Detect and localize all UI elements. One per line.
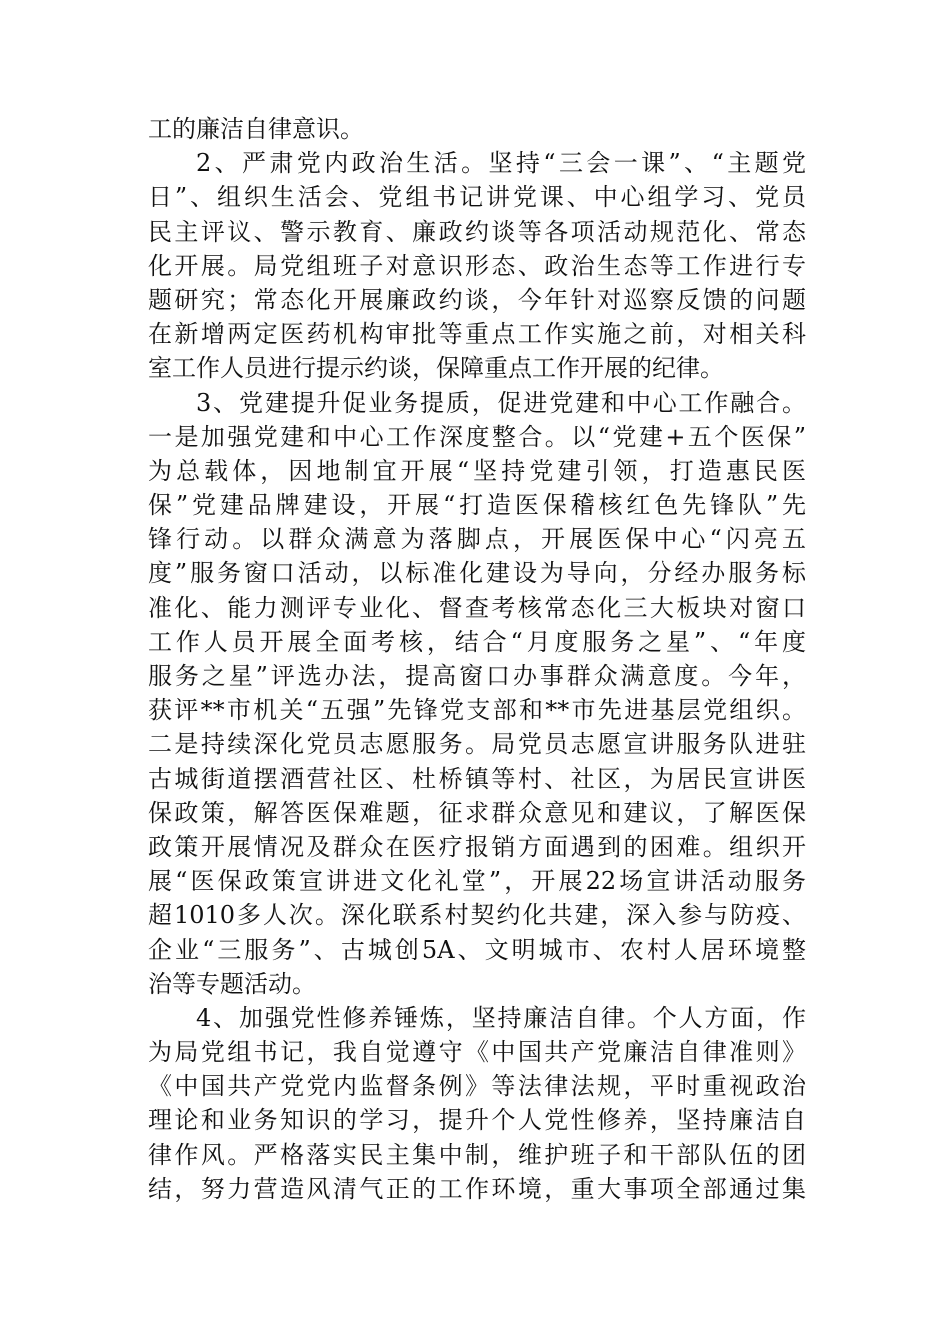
text-line: 超1010多人次。深化联系村契约化共建，深入参与防疫、 (148, 901, 806, 930)
text-line: 为局党组书记，我自觉遵守《中国共产党廉洁自律准则》 (148, 1038, 806, 1067)
text-line: 民主评议、警示教育、廉政约谈等各项活动规范化、常态 (148, 217, 806, 246)
text-line: 日”、组织生活会、党组书记讲党课、中心组学习、党员 (148, 183, 806, 212)
text-line: 题研究；常态化开展廉政约谈，今年针对巡察反馈的问题 (148, 285, 806, 314)
text-line: 治等专题活动。 (148, 969, 316, 998)
text-line: 保政策，解答医保难题，征求群众意见和建议，了解医保 (148, 798, 806, 827)
text-line: 保”党建品牌建设，开展“打造医保稽核红色先锋队”先 (148, 491, 806, 520)
text-line: 度”服务窗口活动，以标准化建设为导向，分经办服务标 (148, 559, 806, 588)
text-line: 室工作人员进行提示约谈，保障重点工作开展的纪律。 (148, 354, 724, 383)
text-line: 3、党建提升促业务提质，促进党建和中心工作融合。 (196, 388, 806, 417)
text-line: 理论和业务知识的学习，提升个人党性修养，坚持廉洁自 (148, 1106, 806, 1135)
text-line: 古城街道摆酒营社区、杜桥镇等村、社区，为居民宣讲医 (148, 764, 806, 793)
text-line: 工的廉洁自律意识。 (148, 115, 364, 143)
text-line: 工作人员开展全面考核，结合“月度服务之星”、“年度 (148, 627, 806, 656)
text-line: 4、加强党性修养锤炼，坚持廉洁自律。个人方面，作 (196, 1003, 806, 1032)
text-line: 展“医保政策宣讲进文化礼堂”，开展22场宣讲活动服务 (148, 867, 806, 896)
text-line: 化开展。局党组班子对意识形态、政治生态等工作进行专 (148, 251, 806, 280)
text-line: 2、严肃党内政治生活。坚持“三会一课”、“主题党 (196, 149, 806, 178)
text-line: 获评**市机关“五强”先锋党支部和**市先进基层党组织。 (148, 696, 806, 725)
text-line: 政策开展情况及群众在医疗报销方面遇到的困难。组织开 (148, 832, 806, 861)
text-line: 为总载体，因地制宜开展“坚持党建引领，打造惠民医 (148, 456, 806, 485)
text-line: 《中国共产党党内监督条例》等法律法规，平时重视政治 (148, 1072, 806, 1101)
text-line: 企业“三服务”、古城创5A、文明城市、农村人居环境整 (148, 935, 806, 964)
text-line: 服务之星”评选办法，提高窗口办事群众满意度。今年， (148, 662, 806, 690)
text-line: 准化、能力测评专业化、督查考核常态化三大板块对窗口 (148, 593, 806, 622)
text-line: 结，努力营造风清气正的工作环境，重大事项全部通过集 (148, 1174, 806, 1203)
text-line: 一是加强党建和中心工作深度整合。以“党建+五个医保” (148, 422, 806, 451)
document-body (148, 112, 806, 1206)
text-line: 二是持续深化党员志愿服务。局党员志愿宣讲服务队进驻 (148, 730, 806, 759)
text-line: 在新增两定医药机构审批等重点工作实施之前，对相关科 (148, 320, 806, 349)
text-line: 锋行动。以群众满意为落脚点，开展医保中心“闪亮五 (148, 525, 806, 554)
text-line: 律作风。严格落实民主集中制，维护班子和干部队伍的团 (148, 1140, 806, 1169)
